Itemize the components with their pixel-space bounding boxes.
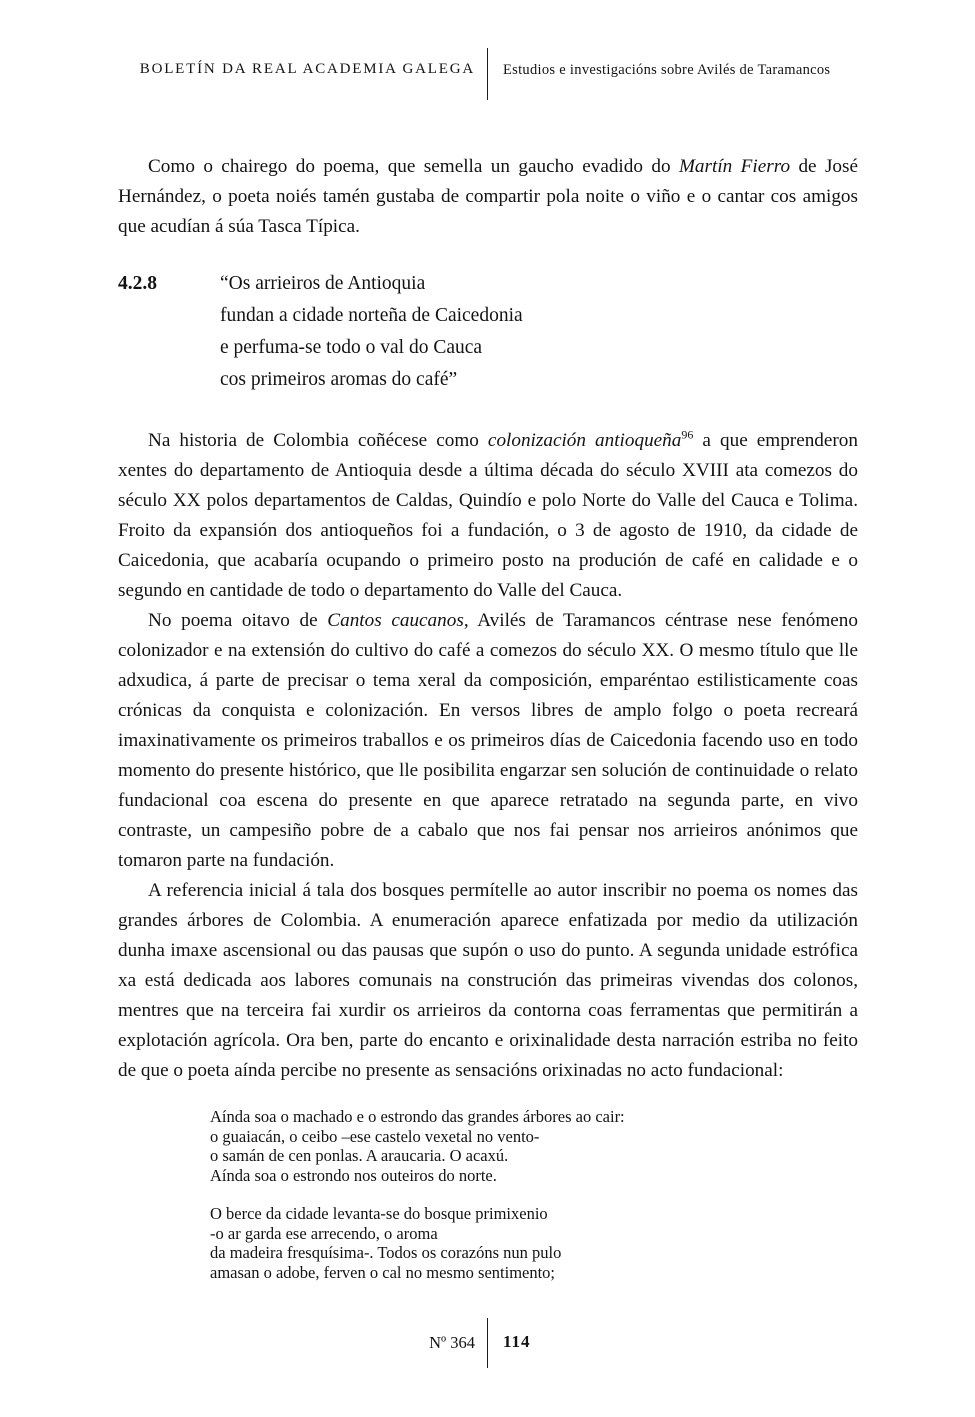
verse-line: o samán de cen ponlas. A araucaria. O acaxú. — [210, 1146, 509, 1165]
verse-line: da madeira fresquísima-. Todos os corazóns nun pulo — [210, 1243, 562, 1262]
footnote-reference-96: 96 — [681, 427, 694, 442]
stanza-2 — [210, 1204, 858, 1282]
running-header — [0, 46, 975, 102]
verse-line: Aínda soa o machado e o estrondo das grandes árbores ao cair: — [210, 1107, 625, 1126]
paragraph-2 — [118, 426, 858, 606]
section-running-title: Estudios e investigacións sobre Avilés de Taramancos — [503, 62, 831, 78]
paragraph-1-text: Como o chairego do poema, que semella un gaucho evadido do — [148, 156, 679, 177]
paragraph-2-text: Na historia de Colombia coñécese como — [148, 430, 488, 451]
paragraph-4-text: A referencia inicial á tala dos bosques permítelle ao autor inscribir no poema os nomes das grandes árbores de Colombia. A enumeración aparece enfatizada por medio da utilización dunha imaxe ascensional ou das pausas que supón o uso do punto. A segunda unidade estrófica xa está dedicada aos labores comunais na construción das primeiras vivendas dos colonos, mentres que na terceira fai xurdir os arrieiros da contorna coas ferramentas que permitirán a explotación agrícola. Ora ben, parte do encanto e orixinalidade desta narración estriba no feito de que o poeta aínda percibe no presente as sensacións orixinadas no acto fundacional: — [118, 880, 858, 1081]
term-colonizacion-antioquena: colonización antioqueña — [487, 430, 682, 451]
paragraph-3-text: No poema oitavo de — [148, 610, 328, 631]
section-quote-line: cos primeiros aromas do café” — [220, 369, 458, 390]
verse-line: amasan o adobe, ferven o cal no mesmo sentimento; — [210, 1262, 556, 1282]
section-heading — [118, 268, 858, 396]
verse-line: o guaiacán, o ceibo –ese castelo vexetal no vento- — [210, 1126, 540, 1146]
page-footer — [0, 1318, 975, 1370]
section-number: 4.2.8 — [118, 273, 157, 294]
paragraph-1 — [118, 152, 858, 242]
section-quote-line: fundan a cidade norteña de Caicedonia — [220, 305, 523, 326]
header-divider — [487, 48, 488, 100]
journal-title: BOLETÍN DA REAL ACADEMIA GALEGA — [139, 61, 475, 77]
book-title-cantos-caucanos: Cantos caucanos — [327, 610, 464, 631]
verse-line: Aínda soa o estrondo nos outeiros do norte. — [210, 1165, 497, 1185]
book-title-martin-fierro: Martín Fierro — [678, 156, 791, 177]
paragraph-1-text: de José Hernández, o poeta noiés tamén gustaba de compartir pola noite o viño e o cantar cos amigos que acudían á súa Tasca Típica. — [118, 156, 859, 237]
text-column — [118, 152, 858, 1301]
footer-divider — [487, 1318, 488, 1368]
paragraph-3 — [118, 606, 858, 876]
paragraph-2-text: a que emprenderon xentes do departamento de Antioquia desde a última década do século XVIII ata comezos do século XX polos departamentos de Caldas, Quindío e polo Norte do Valle del Cauca e Tolima. Froito da expansión dos antioqueños foi a fundación, o 3 de agosto de 1910, da cidade de Caicedonia, que acabaría ocupando o primeiro posto na produción de café en calidade e o segundo en cantidade de todo o departamento do Valle del Cauca. — [118, 430, 858, 601]
verse-quotation — [210, 1107, 858, 1282]
verse-line: -o ar garda ese arrecendo, o aroma — [210, 1223, 438, 1243]
section-quote-line: “Os arrieiros de Antioquia — [220, 273, 426, 294]
section-title-quote — [220, 268, 523, 396]
issue-number: Nº 364 — [429, 1333, 475, 1352]
stanza-1 — [210, 1107, 858, 1185]
page-number: 114 — [503, 1332, 531, 1351]
paragraph-3-text: , Avilés de Taramancos céntrase nese fenómeno colonizador e na extensión do cultivo do café a comezos do século XX. O mesmo título que lle adxudica, á parte de precisar o tema xeral da composición, emparéntao estilisticamente coas crónicas da conquista e colonización. En versos libres de amplo folgo o poeta recreará imaxinativamente os primeiros traballos e os primeiros días de Caicedonia facendo uso en todo momento do presente histórico, que lle posibilita engarzar sen solución de continuidade o relato fundacional coa escena do presente en que aparece retratado na segunda parte, en vivo contraste, un campesiño pobre de a cabalo que nos fai pensar nos arrieiros anónimos que tomaron parte na fundación. — [118, 610, 858, 871]
section-quote-line: e perfuma-se todo o val do Cauca — [220, 337, 483, 358]
paragraph-4 — [118, 876, 858, 1086]
verse-line: O berce da cidade levanta-se do bosque primixenio — [210, 1204, 548, 1223]
